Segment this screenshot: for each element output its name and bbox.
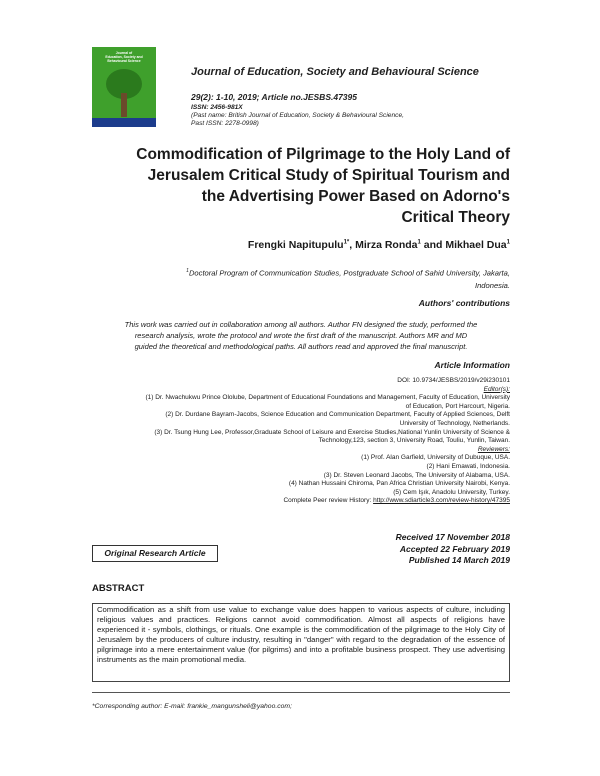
editor-line: (3) Dr. Tsung Hung Lee, Professor,Graduate School of Leisure and Exercise Studies,National Yunlin University of Science & [154, 428, 510, 436]
peer-review-history [80, 497, 510, 506]
cover-title-line: Journal of [115, 51, 133, 55]
editors-heading: Editor(s): [483, 385, 510, 393]
contributions-line: This work was carried out in collaboration among all authors. Author FN designed the study, performed the [124, 320, 478, 329]
author-separator: and [420, 239, 446, 251]
author-superscript: 1 [506, 239, 510, 246]
doi: DOI: 10.9734/JESBS/2019/v29i230101 [397, 377, 510, 384]
cover-title-line: Behavioural Science [107, 59, 141, 63]
reviewer-line: (5) Cem Işık, Anadolu University, Turkey. [393, 488, 510, 496]
abstract-heading: ABSTRACT [92, 583, 145, 594]
past-name: (Past name: British Journal of Education, Society & Behavioural Science, [191, 112, 404, 119]
editor-line: of Education, Port Harcourt, Nigeria. [405, 402, 510, 410]
reviewer-line: (2) Hani Emawati, Indonesia. [426, 462, 510, 470]
journal-cover-image [92, 47, 156, 127]
cover-title [92, 51, 156, 63]
citation: 29(2): 1-10, 2019; Article no.JESBS.47395 [191, 92, 357, 102]
journal-name: Journal of Education, Society and Behavioural Science [191, 66, 479, 78]
editor-line: (1) Dr. Nwachukwu Prince Ololube, Department of Educational Foundations and Management, Faculty of Education, University [145, 394, 510, 402]
publication-dates [300, 532, 510, 567]
article-info-heading: Article Information [434, 360, 510, 370]
history-label: Complete Peer review History: [283, 497, 374, 505]
author-separator: , [349, 239, 356, 251]
reviewer-line: (1) Prof. Alan Garfield, University of Dubuque, USA. [361, 454, 510, 462]
title-line: Commodification of Pilgrimage to the Holy Land of [136, 146, 510, 163]
reviewer-line: (3) Dr. Steven Leonard Jacobs, The University of Alabama, USA. [323, 471, 510, 479]
author-list [200, 239, 510, 251]
contributions-line: guided the theoretical and methodological paths. All authors read and approved the final manuscript. [134, 342, 468, 351]
issn: ISSN: 2456-981X [191, 104, 243, 111]
corresponding-author-footnote: *Corresponding author: E-mail: frankie_mangunsheli@yahoo.com; [92, 703, 292, 710]
author-superscript: 1 [417, 239, 421, 246]
title-line: Jerusalem Critical Study of Spiritual Tourism and [147, 167, 510, 184]
cover-title-line: Education, Society and [105, 55, 143, 59]
contributions-heading: Authors' contributions [418, 298, 510, 308]
reviewer-line: (4) Nathan Hussaini Chiroma, Pan Africa Christian University Nairobi, Kenya. [288, 480, 510, 488]
title-line: the Advertising Power Based on Adorno's [201, 188, 510, 205]
accepted-date: Accepted 22 February 2019 [399, 543, 510, 554]
reviewers-heading: Reviewers: [477, 445, 510, 453]
footnote-divider [92, 692, 510, 693]
editor-line: Technology,123, section 3, University Road, Touliu, Yunlin, Taiwan. [318, 437, 510, 445]
author-superscript: 1* [343, 239, 350, 246]
contributions-text [92, 319, 510, 352]
author-name: Frengki Napitupulu [247, 239, 344, 251]
affiliation-line: Doctoral Program of Communication Studies, Postgraduate School of Sahid University, Jakarta, [188, 268, 510, 278]
title-line: Critical Theory [401, 209, 510, 226]
affiliation [100, 265, 510, 292]
editor-line: (2) Dr. Durdane Bayram-Jacobs, Science Education and Communication Department, Faculty of Applied Sciences, Delft [165, 411, 510, 419]
peer-review-history-link[interactable]: http://www.sdiarticle3.com/review-history/47395 [373, 497, 510, 505]
article-type-badge: Original Research Article [92, 545, 218, 562]
contributions-line: research analysis, wrote the protocol and wrote the first draft of the manuscript. Authors MR and MD [134, 331, 468, 340]
affiliation-superscript: 1 [186, 268, 189, 274]
article-info-block [80, 377, 510, 506]
editor-line: University of Technology, Netherlands. [399, 419, 510, 427]
received-date: Received 17 November 2018 [395, 532, 510, 542]
author-name: Mirza Ronda [355, 239, 418, 251]
paper-title [110, 144, 510, 228]
cover-bottom-bar [92, 118, 156, 127]
past-issn: Past ISSN: 2278-0998) [191, 120, 259, 127]
affiliation-line: Indonesia. [474, 280, 510, 290]
abstract-text: Commodification as a shift from use value to exchange value does happen to various aspects of culture, including religious values and practices. Religions cannot avoid commodification. Almost all aspects of religions have experienced it - symbols, clothings, or rituals. One example is the commodification of the pilgrimage to the Holy City of Jerusalem by the producers of culture industry, resulting in "danger" with regard to the degradation of the essence of pilgrimage into a mere entertainment value (for pilgrims) and into a profitable business prospect. They use advertising instruments as the main promotional media. [92, 603, 510, 682]
cover-tree-trunk [121, 93, 127, 117]
author-name: Mikhael Dua [445, 239, 507, 251]
published-date: Published 14 March 2019 [408, 555, 510, 565]
